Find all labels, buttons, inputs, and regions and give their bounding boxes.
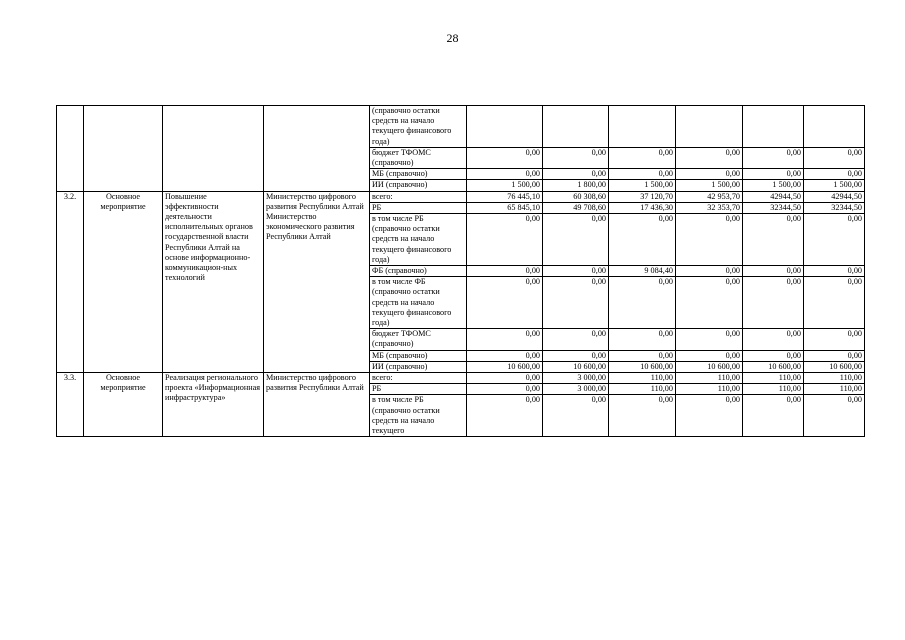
amount-cell: 0,00 [743,329,804,350]
amount-cell: 110,00 [609,384,676,395]
amount-cell: 32 353,70 [676,202,743,213]
amount-cell: 0,00 [543,329,609,350]
item-number-cell: 3.3. [57,373,84,437]
amount-cell: 0,00 [804,329,865,350]
amount-cell: 9 084,40 [609,266,676,277]
amount-cell: 0,00 [804,266,865,277]
amount-cell: 110,00 [676,384,743,395]
funding-source-cell: в том числе РБ (справочно остатки средств на начало текущего [370,395,467,437]
amount-cell: 0,00 [804,350,865,361]
amount-cell: 1 500,00 [676,180,743,191]
amount-cell: 10 600,00 [743,361,804,372]
amount-cell: 0,00 [676,395,743,437]
table-row [57,373,865,384]
amount-cell: 0,00 [609,169,676,180]
amount-cell: 0,00 [467,266,543,277]
amount-cell [743,106,804,148]
amount-cell: 0,00 [609,147,676,168]
amount-cell: 37 120,70 [609,191,676,202]
item-name-cell: Повышение эффективности деятельности исполнительных органов государственной власти Республики Алтай на основе информационно-коммуникацион-ных технологий [163,191,264,372]
amount-cell: 0,00 [467,395,543,437]
item-name-cell [163,106,264,192]
funding-source-cell: ФБ (справочно) [370,266,467,277]
amount-cell: 0,00 [467,169,543,180]
amount-cell: 0,00 [543,147,609,168]
amount-cell: 0,00 [676,277,743,329]
amount-cell: 60 308,60 [543,191,609,202]
funding-source-cell: в том числе РБ (справочно остатки средств на начало текущего финансового года) [370,214,467,266]
executor-cell: Министерство цифрового развития Республики Алтай [264,373,370,437]
amount-cell: 0,00 [676,214,743,266]
amount-cell: 3 000,00 [543,384,609,395]
amount-cell: 1 500,00 [743,180,804,191]
item-type-cell: Основное мероприятие [84,373,163,437]
amount-cell: 10 600,00 [804,361,865,372]
amount-cell: 0,00 [804,395,865,437]
amount-cell: 0,00 [804,147,865,168]
amount-cell: 0,00 [467,384,543,395]
amount-cell: 0,00 [676,266,743,277]
table-row [57,191,865,202]
page-number: 28 [446,31,459,45]
amount-cell: 1 500,00 [804,180,865,191]
amount-cell: 110,00 [804,373,865,384]
amount-cell: 10 600,00 [676,361,743,372]
amount-cell: 110,00 [743,384,804,395]
amount-cell: 0,00 [804,214,865,266]
amount-cell: 0,00 [804,169,865,180]
amount-cell [543,106,609,148]
program-table [56,105,865,437]
amount-cell: 0,00 [609,350,676,361]
funding-source-cell: РБ [370,202,467,213]
funding-source-cell: МБ (справочно) [370,350,467,361]
amount-cell: 0,00 [609,214,676,266]
amount-cell: 0,00 [543,214,609,266]
amount-cell: 0,00 [743,395,804,437]
amount-cell [804,106,865,148]
amount-cell: 0,00 [676,169,743,180]
amount-cell: 0,00 [609,395,676,437]
amount-cell: 0,00 [609,277,676,329]
amount-cell: 17 436,30 [609,202,676,213]
amount-cell: 32344,50 [804,202,865,213]
amount-cell: 1 500,00 [609,180,676,191]
amount-cell: 0,00 [676,329,743,350]
item-number-cell [57,106,84,192]
amount-cell: 0,00 [543,169,609,180]
item-type-cell [84,106,163,192]
funding-source-cell: бюджет ТФОМС (справочно) [370,329,467,350]
amount-cell: 0,00 [543,395,609,437]
funding-source-cell: бюджет ТФОМС (справочно) [370,147,467,168]
amount-cell: 10 600,00 [467,361,543,372]
amount-cell: 32344,50 [743,202,804,213]
amount-cell: 0,00 [743,277,804,329]
table-row [57,106,865,148]
amount-cell: 42944,50 [743,191,804,202]
amount-cell: 0,00 [467,214,543,266]
amount-cell: 0,00 [543,277,609,329]
amount-cell: 65 845,10 [467,202,543,213]
funding-source-cell: всего: [370,373,467,384]
funding-source-cell: ИИ (справочно) [370,361,467,372]
amount-cell: 0,00 [743,169,804,180]
amount-cell: 0,00 [467,277,543,329]
amount-cell: 0,00 [543,266,609,277]
amount-cell: 0,00 [676,350,743,361]
funding-source-cell: МБ (справочно) [370,169,467,180]
funding-source-cell: ИИ (справочно) [370,180,467,191]
amount-cell: 110,00 [804,384,865,395]
amount-cell: 0,00 [467,329,543,350]
amount-cell: 76 445,10 [467,191,543,202]
amount-cell: 0,00 [467,147,543,168]
amount-cell [609,106,676,148]
amount-cell: 110,00 [743,373,804,384]
amount-cell: 49 708,60 [543,202,609,213]
funding-source-cell: (справочно остатки средств на начало текущего финансового года) [370,106,467,148]
amount-cell: 0,00 [676,147,743,168]
amount-cell [676,106,743,148]
item-number-cell: 3.2. [57,191,84,372]
amount-cell: 0,00 [743,350,804,361]
amount-cell: 1 500,00 [467,180,543,191]
amount-cell: 42 953,70 [676,191,743,202]
amount-cell: 110,00 [676,373,743,384]
amount-cell: 0,00 [467,373,543,384]
amount-cell: 1 800,00 [543,180,609,191]
executor-cell: Министерство цифрового развития Республики Алтай Министерство экономического развития Республики Алтай [264,191,370,372]
amount-cell: 0,00 [743,266,804,277]
amount-cell: 42944,50 [804,191,865,202]
amount-cell: 3 000,00 [543,373,609,384]
amount-cell: 0,00 [467,350,543,361]
amount-cell: 0,00 [804,277,865,329]
amount-cell: 110,00 [609,373,676,384]
funding-source-cell: всего: [370,191,467,202]
amount-cell: 0,00 [609,329,676,350]
item-name-cell: Реализация регионального проекта «Информационная инфраструктура» [163,373,264,437]
amount-cell [467,106,543,148]
executor-cell [264,106,370,192]
amount-cell: 10 600,00 [543,361,609,372]
funding-source-cell: в том числе ФБ (справочно остатки средств на начало текущего финансового года) [370,277,467,329]
amount-cell: 0,00 [743,147,804,168]
amount-cell: 0,00 [743,214,804,266]
item-type-cell: Основное мероприятие [84,191,163,372]
amount-cell: 0,00 [543,350,609,361]
amount-cell: 10 600,00 [609,361,676,372]
funding-source-cell: РБ [370,384,467,395]
